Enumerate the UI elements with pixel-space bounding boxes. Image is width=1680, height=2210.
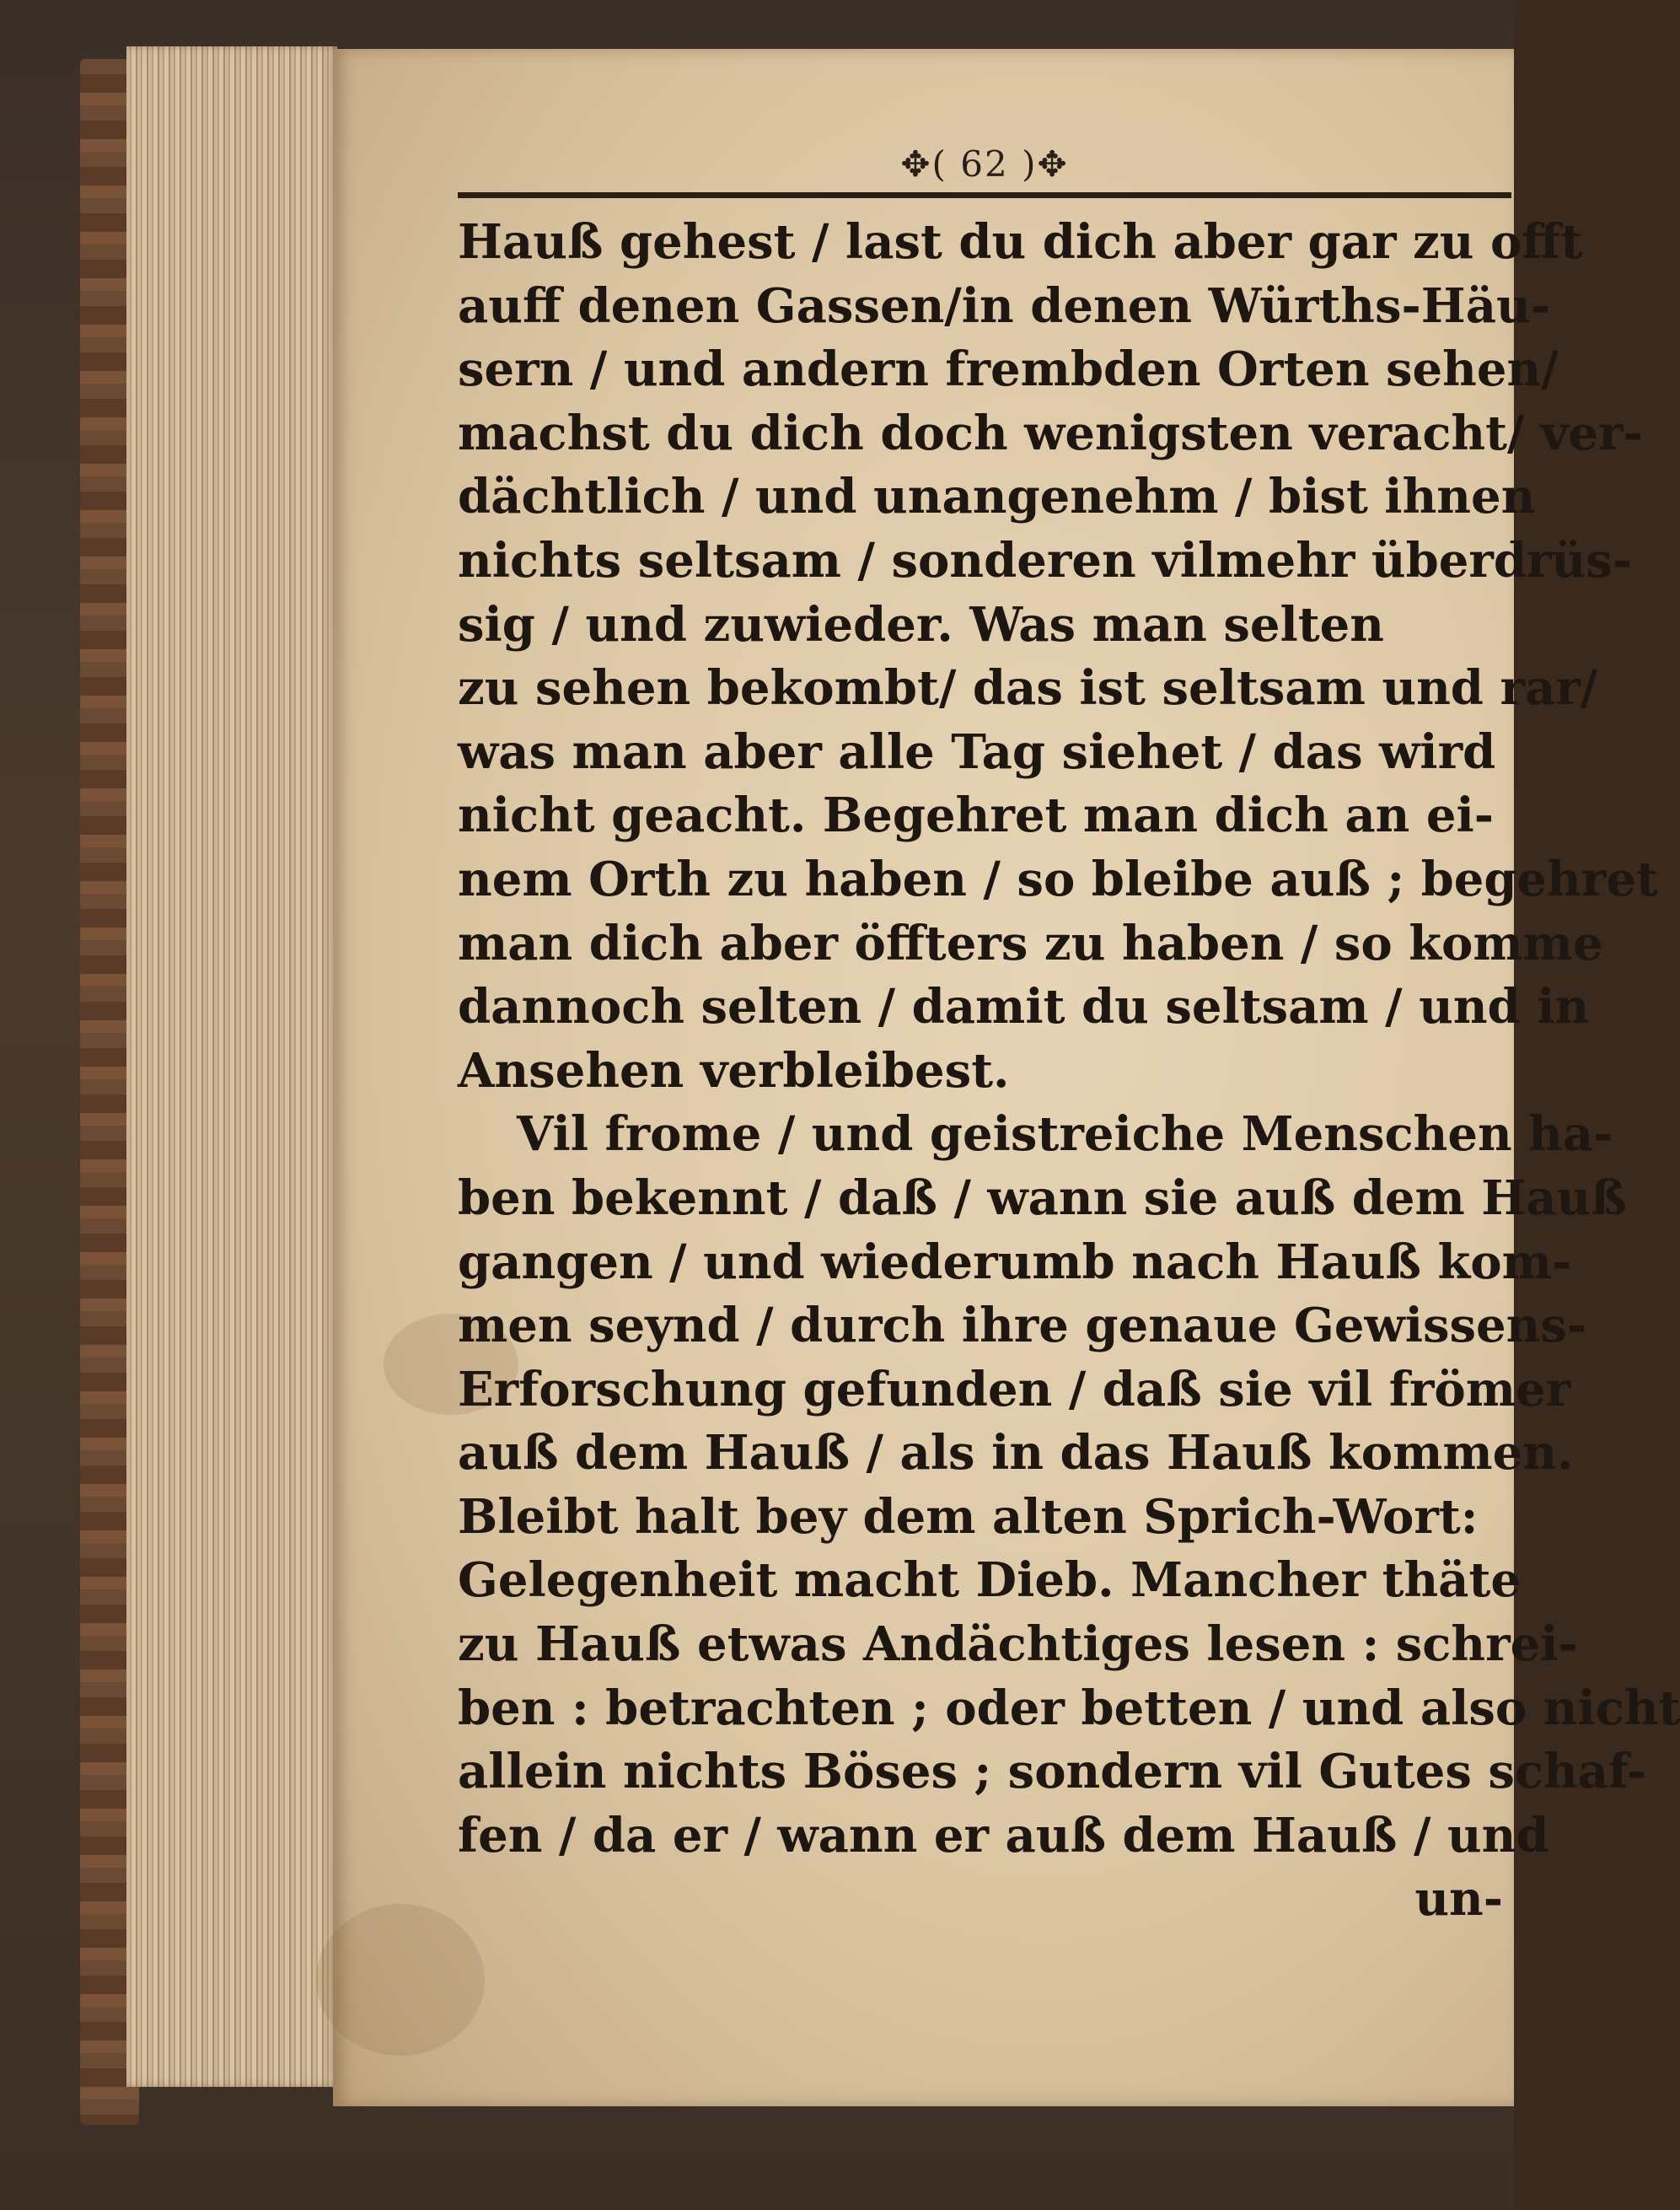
text-line: Ansehen verbleibest. [458,1042,1010,1099]
text-line: nichts seltsam / sonderen vilmehr überdrüs- [458,532,1633,589]
text-line: gangen / und wiederumb nach Hauß kom- [458,1234,1572,1290]
text-line: ben bekennt / daß / wann sie auß dem Hauß [458,1170,1627,1226]
text-line: sig / und zuwieder. Was man selten [458,596,1384,653]
page-header [458,143,1511,202]
text-line: zu Hauß etwas Andächtiges lesen : schrei- [458,1616,1578,1673]
text-line: men seynd / durch ihre genaue Gewissens- [458,1298,1587,1354]
text-line: allein nichts Böses ; sondern vil Gutes schaf- [458,1744,1647,1800]
text-line: nicht geacht. Begehret man dich an ei- [458,788,1494,844]
page-edges [126,46,337,2087]
running-head: ✥( 62 )✥ [900,143,1069,185]
text-line: nem Orth zu haben / so bleibe auß ; begehret [458,851,1658,907]
text-line: Erforschung gefunden / daß sie vil frömer [458,1361,1571,1417]
book-page [333,49,1680,2106]
text-line: dannoch selten / damit du seltsam / und in [458,979,1590,1035]
text-line: Gelegenheit macht Dieb. Mancher thäte [458,1552,1521,1609]
text-line: sern / und andern frembden Orten sehen/ [458,341,1559,398]
text-line: Vil frome / und geistreiche Menschen ha- [517,1106,1613,1163]
text-line: Hauß gehest / last du dich aber gar zu offt [458,214,1583,270]
header-rule [458,192,1511,198]
text-line: man dich aber öffters zu haben / so komme [458,915,1603,971]
text-line: was man aber alle Tag siehet / das wird [458,723,1496,780]
text-line: machst du dich doch wenigsten veracht/ ver- [458,405,1643,461]
text-line: auff denen Gassen/in denen Würths-Häu- [458,277,1550,334]
text-line: zu sehen bekombt/ das ist seltsam und rar/ [458,660,1598,717]
text-line: ben : betrachten ; oder betten / und also nicht [458,1680,1680,1736]
text-line: Bleibt halt bey dem alten Sprich-Wort: [458,1488,1479,1545]
text-line: dächtlich / und unangenehm / bist ihnen [458,469,1536,525]
body-text [458,211,1680,1932]
text-line: fen / da er / wann er auß dem Hauß / und [458,1807,1549,1863]
catchword: un- [1414,1871,1503,1928]
text-line: auß dem Hauß / als in das Hauß kommen. [458,1425,1574,1481]
